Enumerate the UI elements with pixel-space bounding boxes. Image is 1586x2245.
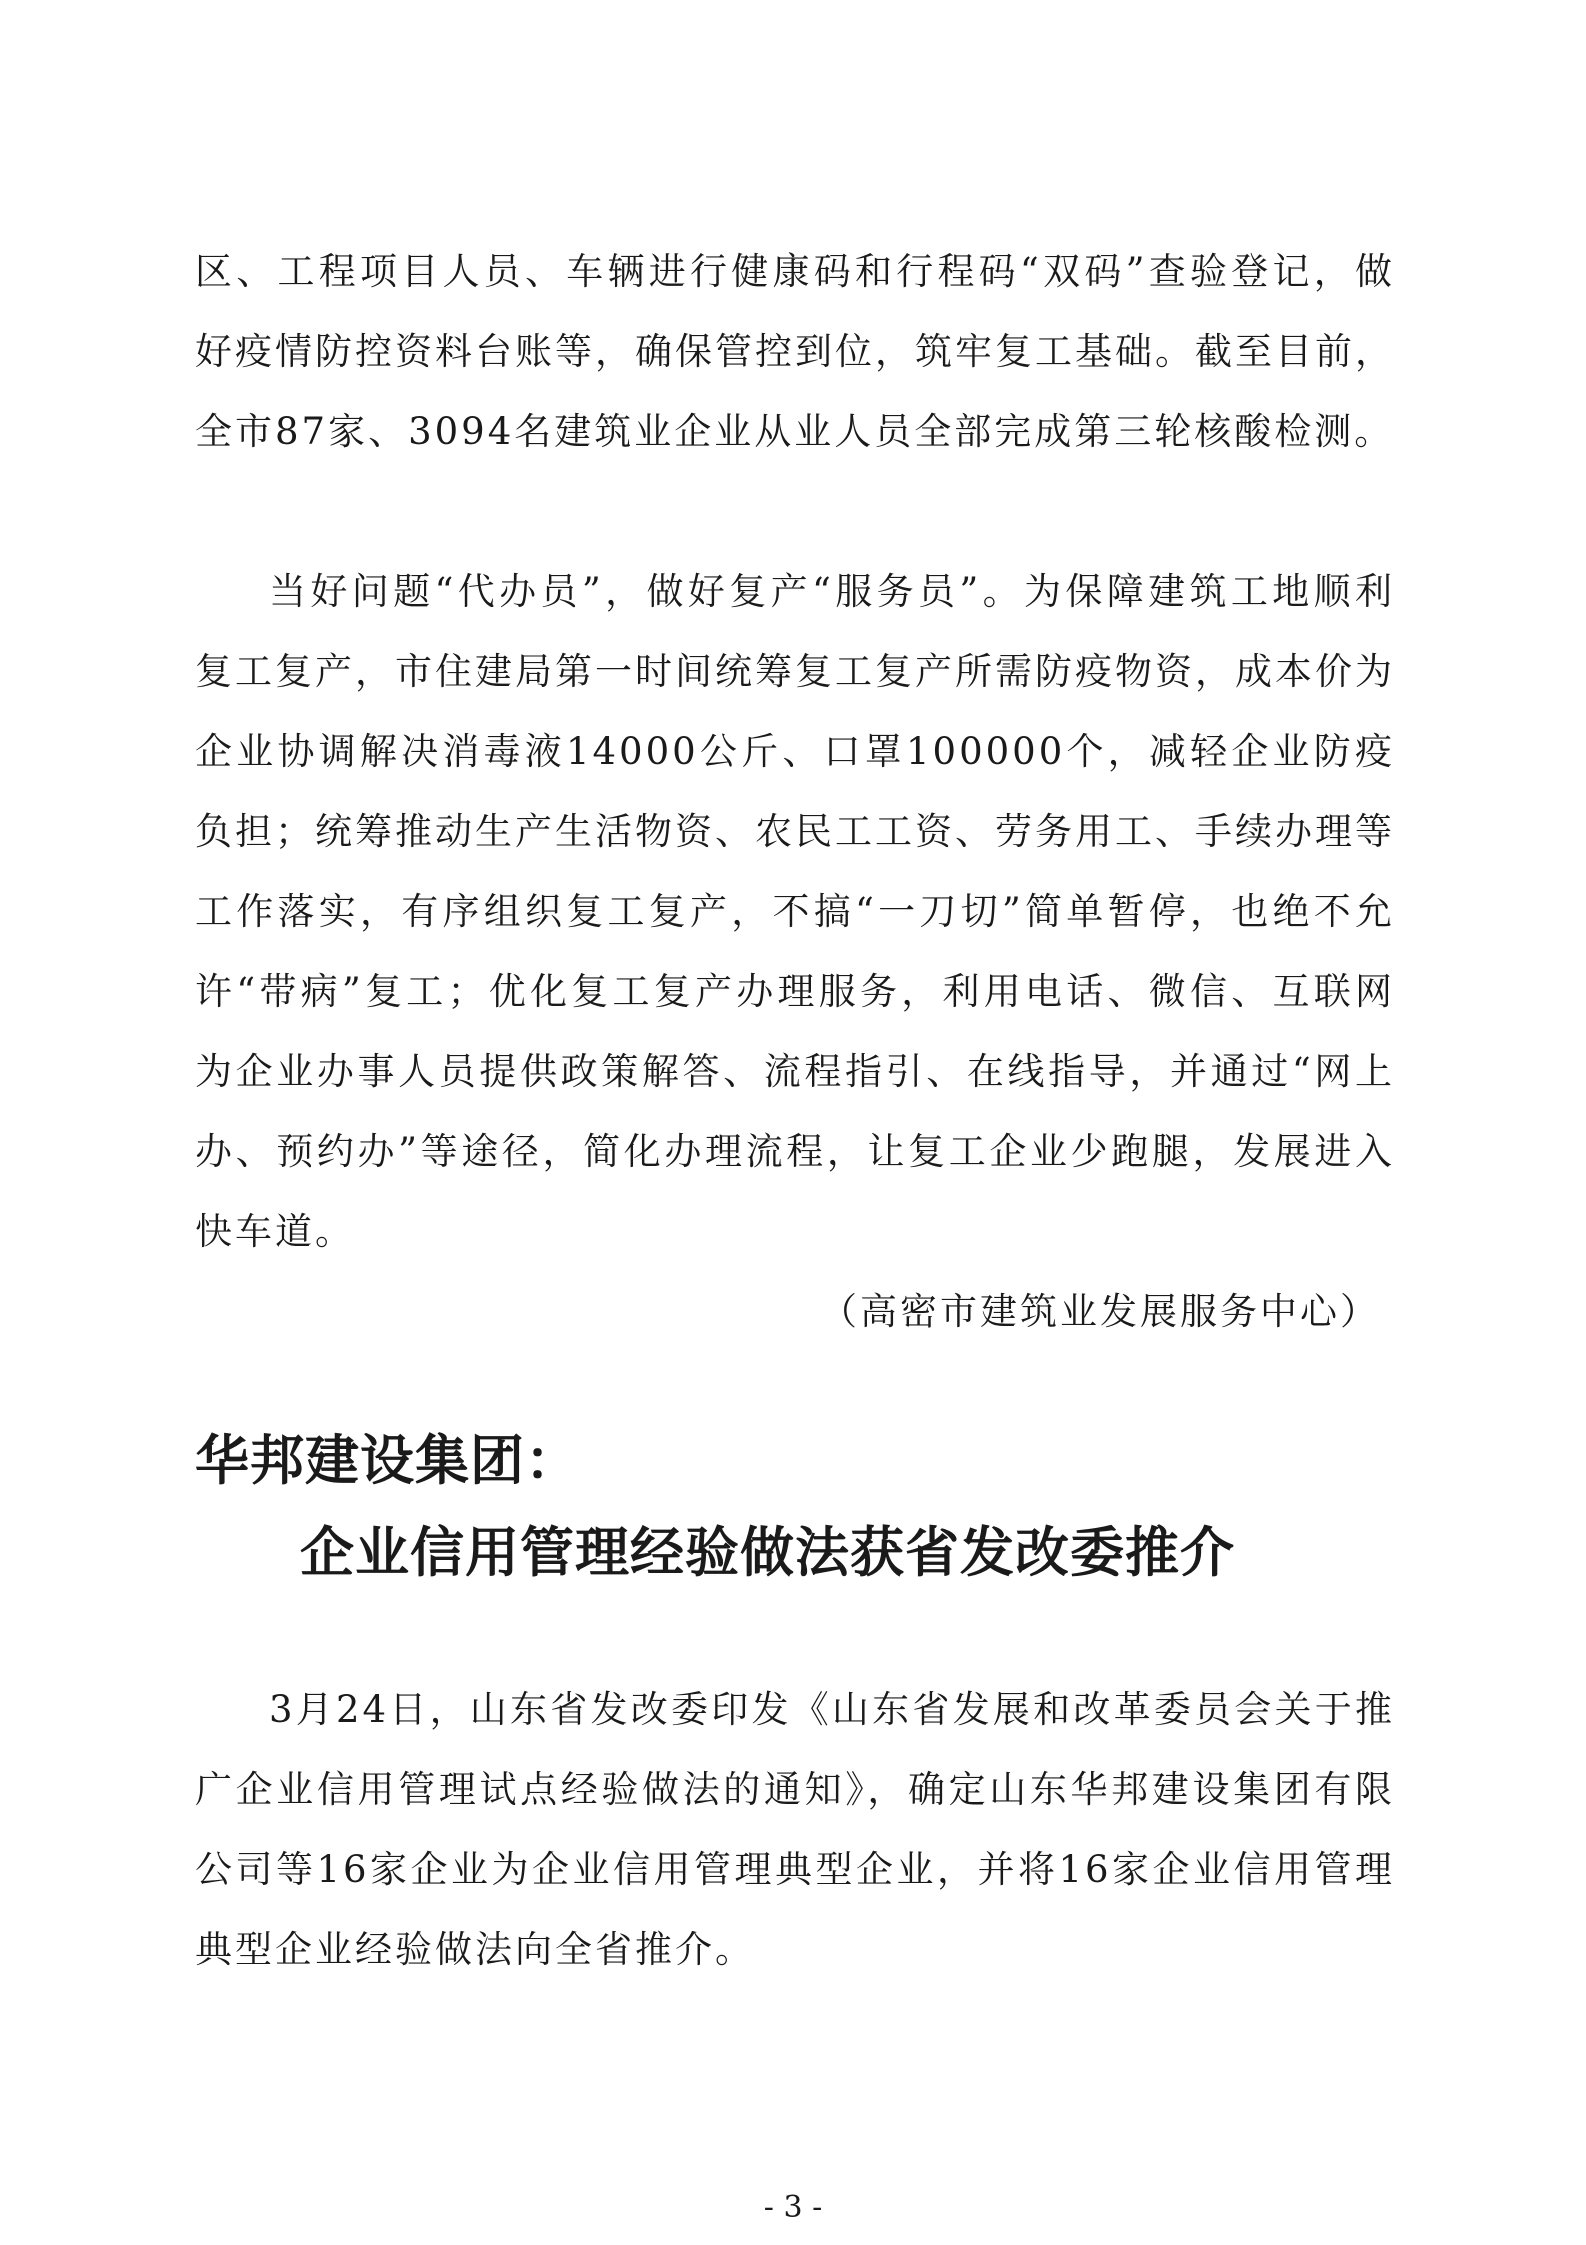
- source-attribution: （高密市建筑业发展服务中心）: [820, 1290, 1380, 1333]
- paragraph-continued: 区、工程项目人员、车辆进行健康码和行程码“双码”查验登记，做好疫情防控资料台账等，确保管控到位，筑牢复工基础。截至目前，全市87家、3094名建筑业企业从业人员全部完成第三轮核酸检测。: [195, 250, 1395, 453]
- paragraph-article: 3月24日，山东省发改委印发《山东省发展和改革委员会关于推广企业信用管理试点经验做法的通知》，确定山东华邦建设集团有限公司等16家企业为企业信用管理典型企业，并将16家企业信用管理典型企业经验做法向全省推介。: [195, 1688, 1395, 1971]
- page-number: - 3 -: [763, 2190, 823, 2225]
- article-heading-line-1: 华邦建设集团：: [195, 1428, 580, 1492]
- article-heading-line-2: 企业信用管理经验做法获省发改委推介: [300, 1520, 1235, 1584]
- paragraph-service: 当好问题“代办员”，做好复产“服务员”。为保障建筑工地顺利复工复产，市住建局第一时间统筹复工复产所需防疫物资，成本价为企业协调解决消毒液14000公斤、口罩100000个，减轻企业防疫负担；统筹推动生产生活物资、农民工工资、劳务用工、手续办理等工作落实，有序组织复工复产，不搞“一刀切”简单暂停，也绝不允许“带病”复工；优化复工复产办理服务，利用电话、微信、互联网为企业办事人员提供政策解答、流程指引、在线指导，并通过“网上办、预约办”等途径，简化办理流程，让复工企业少跑腿，发展进入快车道。: [195, 570, 1395, 1253]
